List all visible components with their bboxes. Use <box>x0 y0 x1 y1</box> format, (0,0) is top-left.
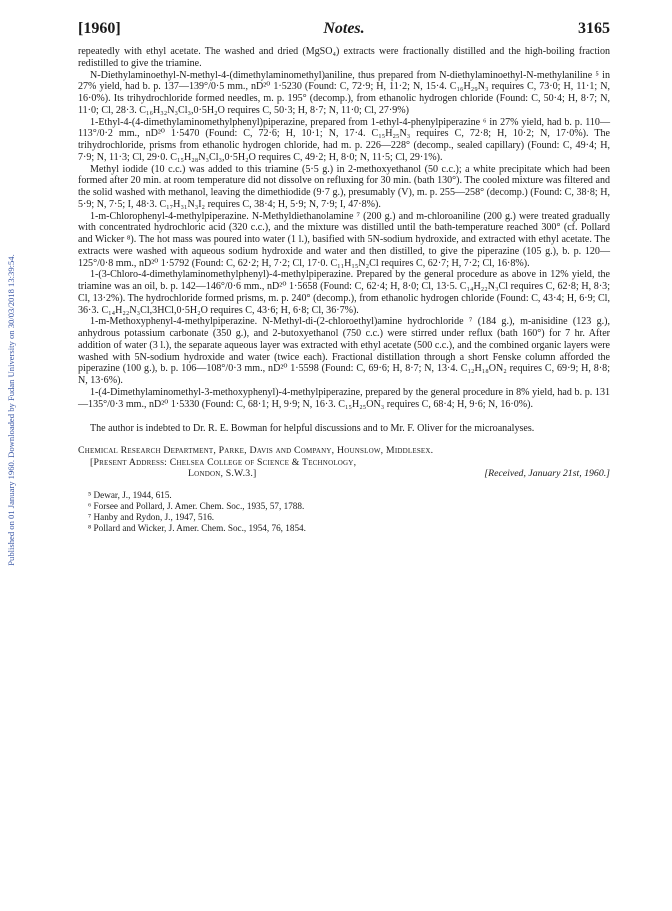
reference-item: ⁸ Pollard and Wicker, J. Amer. Chem. Soc., 1954, 76, 1854. <box>88 522 306 533</box>
references <box>78 490 610 534</box>
address-line: [Present Address: Chelsea College of Science & Technology, <box>90 456 357 468</box>
page-header <box>78 20 610 42</box>
reference-item: ⁷ Hanby and Rydon, J., 1947, 516. <box>88 511 215 522</box>
paragraph: 1-m-Methoxyphenyl-4-methylpiperazine. N-Methyl-di-(2-chloroethyl)amine hydrochloride ⁷ (184 g.), m-anisidine (123 g.), anhydrous potassium carbonate (350 g.), and 2-butoxyethanol (750 c.c.) were stirred under reflux (bath 160°) for 7 hr. After addition of water (3 l.), the separate aqueous layer was extracted with ethyl acetate (500 c.c.), and the combined organic layers were washed with 5N-sodium hydroxide and water (twice each). Fractional distillation through a short Fenske column afforded the piperazine (100 g.), b. p. 106—108°/0·3 mm., nD²⁰ 1·5598 (Found: C, 69·6; H, 8·7; N, 13·4. C₁₂H₁₈ON₂ requires C, 69·9; H, 8·8; N, 13·6%). <box>78 316 610 386</box>
address-line: London, S.W.3.] <box>188 468 257 479</box>
author-address <box>78 445 610 480</box>
download-watermark-text: Published on 01 January 1960. Downloaded by Fudan University on 30/03/2018 13:39:54. <box>6 254 16 566</box>
paragraph: 1-(3-Chloro-4-dimethylaminomethylphenyl)-4-methylpiperazine. Prepared by the general procedure as above in 12% yield, the triamine was an oil, b. p. 142—146°/0·6 mm., nD²⁰ 1·5658 (Found: C, 62·4; H, 8·0; Cl, 13·5. C₁₄H₂₂N₃Cl requires C, 62·8; H, 8·3; Cl, 13·2%). The hydrochloride formed prisms, m. p. 240° (decomp.), from ethanolic hydrogen chloride (Found: C, 43·4; H, 6·9; Cl, 36·3. C₁₄H₂₂N₃Cl,3HCl,0·5H₂O requires C, 43·6; H, 6·8; Cl, 36·7%). <box>78 269 610 316</box>
download-watermark <box>4 150 18 670</box>
header-year: [1960] <box>78 20 121 37</box>
address-line: Chemical Research Department, Parke, Davis and Company, Hounslow, Middlesex. <box>78 445 434 456</box>
article-body <box>78 46 610 534</box>
paragraph: N-Diethylaminoethyl-N-methyl-4-(dimethylaminomethyl)aniline, thus prepared from N-diethylaminoethyl-N-methylaniline ⁵ in 27% yield, had b. p. 137—139°/0·5 mm., nD²⁰ 1·5230 (Found: C, 72·9; H, 11·2; N, 15·4. C₁₆H₂₉N₃ requires C, 73·0; H, 11·1; N, 16·0%). Its trihydrochloride formed needles, m. p. 195° (decomp.), from ethanolic hydrogen chloride (Found: C, 50·4; H, 8·7; N, 11·0; Cl, 28·3. C₁₆H₃₂N₃Cl₃,0·5H₂O requires C, 50·3; H, 8·7; N, 11·0; Cl, 27·9%) <box>78 69 610 116</box>
paragraph: 1-m-Chlorophenyl-4-methylpiperazine. N-Methyldiethanolamine ⁷ (200 g.) and m-chloroaniline (200 g.) were treated gradually with concentrated hydrochloric acid (320 c.c.), and the mixture was distilled until the bath-temperature reached 300° (cf. Pollard and Wicker ⁸). The hot mass was poured into water (1 l.), basified with 5N-sodium hydroxide, and extracted with ethyl acetate. The extracts were washed with aqueous sodium hydroxide and water and then distilled, to give the piperazine (105 g.), b. p. 120—125°/0·8 mm., nD²⁰ 1·5792 (Found: C, 62·2; H, 7·2; Cl, 17·0. C₁₁H₁₅N₂Cl requires C, 62·7; H, 7·2; Cl, 16·8%). <box>78 210 610 269</box>
header-section: Notes. <box>323 20 365 37</box>
header-page-number: 3165 <box>578 20 610 37</box>
acknowledgement: The author is indebted to Dr. R. E. Bowman for helpful discussions and to Mr. F. Oliver for the microanalyses. <box>90 423 535 435</box>
paragraph: repeatedly with ethyl acetate. The washed and dried (MgSO₄) extracts were fractionally distilled and the high-boiling fraction redistilled to give the triamine. <box>78 46 610 69</box>
paragraph: 1-Ethyl-4-(4-dimethylaminomethylphenyl)piperazine, prepared from 1-ethyl-4-phenylpiperazine ⁶ in 27% yield, had b. p. 110—113°/0·2 mm., nD²⁰ 1·5470 (Found: C, 72·6; H, 10·1; N, 17·4. C₁₅H₂₅N₃ requires C, 72·8; H, 10·2; N, 17·0%). The trihydrochloride, prisms from ethanolic hydrogen chloride, had m. p. 226—228° (decomp., sealed capillary) (Found: C, 49·4; H, 7·9; N, 11·3; Cl, 29·0. C₁₅H₂₈N₃Cl₃,0·5H₂O requires C, 49·2; H, 8·0; N, 11·5; Cl, 29·1%). <box>78 116 610 163</box>
paragraph: Methyl iodide (10 c.c.) was added to this triamine (5·5 g.) in 2-methoxyethanol (50 c.c.); a white precipitate which had been formed after 20 min. at room temperature did not dissolve on refluxing for 30 min. (bath 130°). The cooled mixture was filtered and the solid washed with methanol, leaving the dimethiodide (9·7 g.), presumably (V), m. p. 255—258° (decomp.) (Found: C, 38·8; H, 5·9; N, 7·5; I, 48·3. C₁₇H₃₁N₃I₂ requires C, 38·4; H, 5·9; N, 7·9; I, 47·8%). <box>78 163 610 210</box>
reference-item: ⁶ Forsee and Pollard, J. Amer. Chem. Soc., 1935, 57, 1788. <box>88 500 305 511</box>
address-line-with-date <box>78 468 610 480</box>
received-date: [Received, January 21st, 1960.] <box>484 468 610 479</box>
paragraph: 1-(4-Dimethylaminomethyl-3-methoxyphenyl)-4-methylpiperazine, prepared by the general procedure in 8% yield, had b. p. 131—135°/0·3 mm., nD²⁰ 1·5330 (Found: C, 68·1; H, 9·9; N, 16·3. C₁₅H₂₅ON₃ requires C, 68·4; H, 9·6; N, 16·0%). <box>78 386 610 410</box>
reference-item: ⁵ Dewar, J., 1944, 615. <box>88 489 172 500</box>
